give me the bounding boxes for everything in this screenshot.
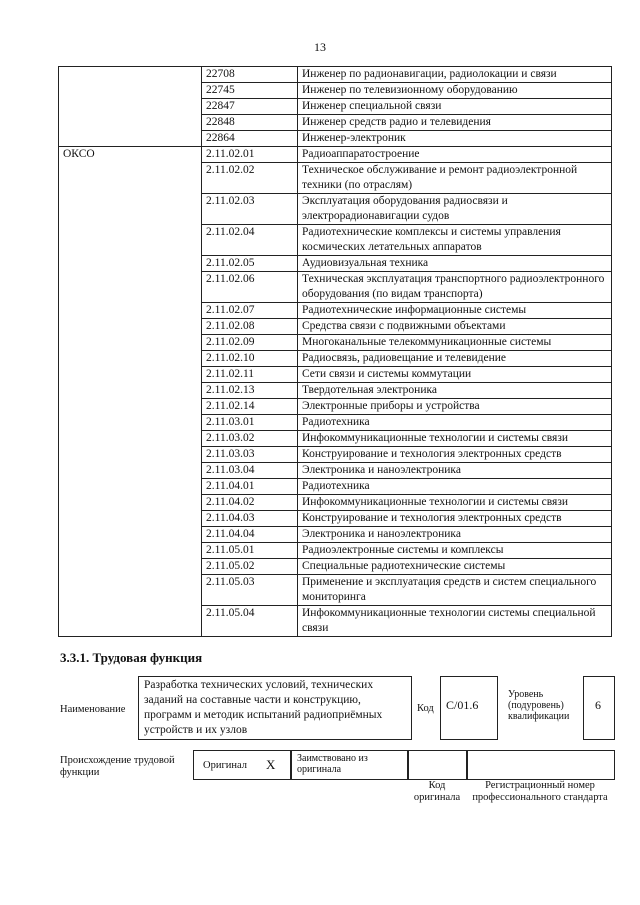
category-cell bbox=[59, 559, 202, 575]
name-cell: Твердотельная электроника bbox=[298, 383, 612, 399]
table-row bbox=[59, 367, 612, 383]
code-value: C/01.6 bbox=[446, 698, 479, 712]
code-cell: 2.11.04.04 bbox=[202, 527, 298, 543]
category-cell bbox=[59, 83, 202, 99]
codes-table-body bbox=[59, 67, 612, 637]
category-cell bbox=[59, 272, 202, 303]
name-cell: Радиотехника bbox=[298, 479, 612, 495]
table-row bbox=[59, 99, 612, 115]
name-cell: Аудиовизуальная техника bbox=[298, 256, 612, 272]
table-row bbox=[59, 335, 612, 351]
category-cell bbox=[59, 256, 202, 272]
category-cell bbox=[59, 99, 202, 115]
name-cell: Многоканальные телекоммуникационные системы bbox=[298, 335, 612, 351]
code-cell: 2.11.03.01 bbox=[202, 415, 298, 431]
table-row bbox=[59, 303, 612, 319]
name-cell: Инфокоммуникационные технологии и системы связи bbox=[298, 431, 612, 447]
table-row bbox=[59, 495, 612, 511]
name-cell: Инфокоммуникационные технологии и системы связи bbox=[298, 495, 612, 511]
codes-table bbox=[58, 66, 612, 637]
name-cell: Техническая эксплуатация транспортного радиоэлектронного оборудования (по видам транспорта) bbox=[298, 272, 612, 303]
code-cell: 2.11.02.07 bbox=[202, 303, 298, 319]
code-cell: 2.11.02.10 bbox=[202, 351, 298, 367]
table-row bbox=[59, 67, 612, 83]
table-row bbox=[59, 479, 612, 495]
code-cell: 2.11.02.01 bbox=[202, 147, 298, 163]
table-row bbox=[59, 415, 612, 431]
name-cell: Радиоэлектронные системы и комплексы bbox=[298, 543, 612, 559]
table-row bbox=[59, 447, 612, 463]
table-row bbox=[59, 575, 612, 606]
original-mark: X bbox=[266, 757, 276, 772]
category-cell bbox=[59, 383, 202, 399]
reg-number-label: Регистрационный номер профессионального стандарта bbox=[472, 780, 608, 803]
name-value: Разработка технических условий, технических заданий на составные части и конструкцию, программ и методик испытаний радиоприёмных устройств и их узлов bbox=[144, 679, 383, 736]
okso-label: ОКСО bbox=[63, 148, 95, 160]
name-cell: Инфокоммуникационные технологии системы специальной связи bbox=[298, 606, 612, 637]
original-label: Оригинал bbox=[203, 760, 247, 771]
name-cell: Специальные радиотехнические системы bbox=[298, 559, 612, 575]
reg-number-box bbox=[466, 750, 615, 780]
name-cell: Радиосвязь, радиовещание и телевидение bbox=[298, 351, 612, 367]
name-cell: Инженер по телевизионному оборудованию bbox=[298, 83, 612, 99]
category-cell bbox=[59, 606, 202, 637]
name-cell: Радиотехника bbox=[298, 415, 612, 431]
code-cell: 2.11.04.02 bbox=[202, 495, 298, 511]
category-cell bbox=[59, 147, 202, 163]
table-row bbox=[59, 225, 612, 256]
code-cell: 22848 bbox=[202, 115, 298, 131]
code-cell: 2.11.02.03 bbox=[202, 194, 298, 225]
table-row bbox=[59, 431, 612, 447]
category-cell bbox=[59, 351, 202, 367]
name-cell: Конструирование и технология электронных средств bbox=[298, 511, 612, 527]
name-cell: Эксплуатация оборудования радиосвязи и электрорадионавигации судов bbox=[298, 194, 612, 225]
category-cell bbox=[59, 431, 202, 447]
code-cell: 2.11.05.01 bbox=[202, 543, 298, 559]
table-row bbox=[59, 463, 612, 479]
table-row bbox=[59, 115, 612, 131]
name-cell: Радиотехнические информационные системы bbox=[298, 303, 612, 319]
table-row bbox=[59, 383, 612, 399]
name-cell: Электроника и наноэлектроника bbox=[298, 463, 612, 479]
level-value: 6 bbox=[595, 698, 601, 712]
category-cell bbox=[59, 575, 202, 606]
name-cell: Применение и эксплуатация средств и систем специального мониторинга bbox=[298, 575, 612, 606]
category-cell bbox=[59, 511, 202, 527]
category-cell bbox=[59, 194, 202, 225]
category-cell bbox=[59, 543, 202, 559]
category-cell bbox=[59, 447, 202, 463]
category-cell bbox=[59, 319, 202, 335]
table-row bbox=[59, 272, 612, 303]
code-cell: 2.11.02.08 bbox=[202, 319, 298, 335]
name-cell: Инженер-электроник bbox=[298, 131, 612, 147]
code-cell: 22864 bbox=[202, 131, 298, 147]
name-cell: Инженер по радионавигации, радиолокации и связи bbox=[298, 67, 612, 83]
code-cell: 2.11.04.03 bbox=[202, 511, 298, 527]
table-row bbox=[59, 511, 612, 527]
code-cell: 22708 bbox=[202, 67, 298, 83]
code-cell: 22745 bbox=[202, 83, 298, 99]
category-cell bbox=[59, 225, 202, 256]
section-title: 3.3.1. Трудовая функция bbox=[60, 650, 203, 665]
table-row bbox=[59, 131, 612, 147]
category-cell bbox=[59, 415, 202, 431]
category-cell bbox=[59, 335, 202, 351]
table-row bbox=[59, 194, 612, 225]
code-cell: 2.11.02.02 bbox=[202, 163, 298, 194]
category-cell bbox=[59, 367, 202, 383]
category-cell bbox=[59, 131, 202, 147]
page-number: 13 bbox=[314, 40, 326, 54]
table-row bbox=[59, 163, 612, 194]
category-cell bbox=[59, 115, 202, 131]
category-cell bbox=[59, 479, 202, 495]
table-row bbox=[59, 527, 612, 543]
code-cell: 2.11.02.04 bbox=[202, 225, 298, 256]
category-cell bbox=[59, 495, 202, 511]
name-cell: Электроника и наноэлектроника bbox=[298, 527, 612, 543]
origin-label: Происхождение трудовой функции bbox=[60, 755, 175, 778]
code-cell: 2.11.02.05 bbox=[202, 256, 298, 272]
table-row bbox=[59, 83, 612, 99]
code-cell: 2.11.03.02 bbox=[202, 431, 298, 447]
category-cell bbox=[59, 399, 202, 415]
name-cell: Электронные приборы и устройства bbox=[298, 399, 612, 415]
category-cell bbox=[59, 463, 202, 479]
category-cell bbox=[59, 67, 202, 83]
category-cell bbox=[59, 527, 202, 543]
name-label: Наименование bbox=[60, 704, 126, 715]
category-cell bbox=[59, 163, 202, 194]
table-row bbox=[59, 319, 612, 335]
table-row bbox=[59, 543, 612, 559]
code-cell: 2.11.05.04 bbox=[202, 606, 298, 637]
code-original-label: Код оригинала bbox=[413, 780, 461, 803]
level-label: Уровень (подуровень) квалификации bbox=[508, 689, 570, 722]
borrowed-label: Заимствовано из оригинала bbox=[297, 753, 368, 775]
table-row bbox=[59, 559, 612, 575]
category-cell bbox=[59, 303, 202, 319]
code-cell: 2.11.02.11 bbox=[202, 367, 298, 383]
name-cell: Инженер средств радио и телевидения bbox=[298, 115, 612, 131]
table-row bbox=[59, 147, 612, 163]
name-cell: Средства связи с подвижными объектами bbox=[298, 319, 612, 335]
table-row bbox=[59, 256, 612, 272]
code-cell: 2.11.02.09 bbox=[202, 335, 298, 351]
code-original-box bbox=[407, 750, 468, 780]
code-cell: 22847 bbox=[202, 99, 298, 115]
name-cell: Конструирование и технология электронных средств bbox=[298, 447, 612, 463]
code-label: Код bbox=[417, 703, 434, 714]
code-cell: 2.11.02.13 bbox=[202, 383, 298, 399]
name-cell: Радиоаппаратостроение bbox=[298, 147, 612, 163]
table-row bbox=[59, 606, 612, 637]
code-cell: 2.11.03.03 bbox=[202, 447, 298, 463]
code-cell: 2.11.05.02 bbox=[202, 559, 298, 575]
code-cell: 2.11.05.03 bbox=[202, 575, 298, 606]
table-row bbox=[59, 399, 612, 415]
name-cell: Радиотехнические комплексы и системы управления космических летательных аппаратов bbox=[298, 225, 612, 256]
code-cell: 2.11.03.04 bbox=[202, 463, 298, 479]
name-cell: Техническое обслуживание и ремонт радиоэлектронной техники (по отраслям) bbox=[298, 163, 612, 194]
code-cell: 2.11.02.14 bbox=[202, 399, 298, 415]
name-cell: Сети связи и системы коммутации bbox=[298, 367, 612, 383]
name-cell: Инженер специальной связи bbox=[298, 99, 612, 115]
table-row bbox=[59, 351, 612, 367]
code-cell: 2.11.02.06 bbox=[202, 272, 298, 303]
code-cell: 2.11.04.01 bbox=[202, 479, 298, 495]
